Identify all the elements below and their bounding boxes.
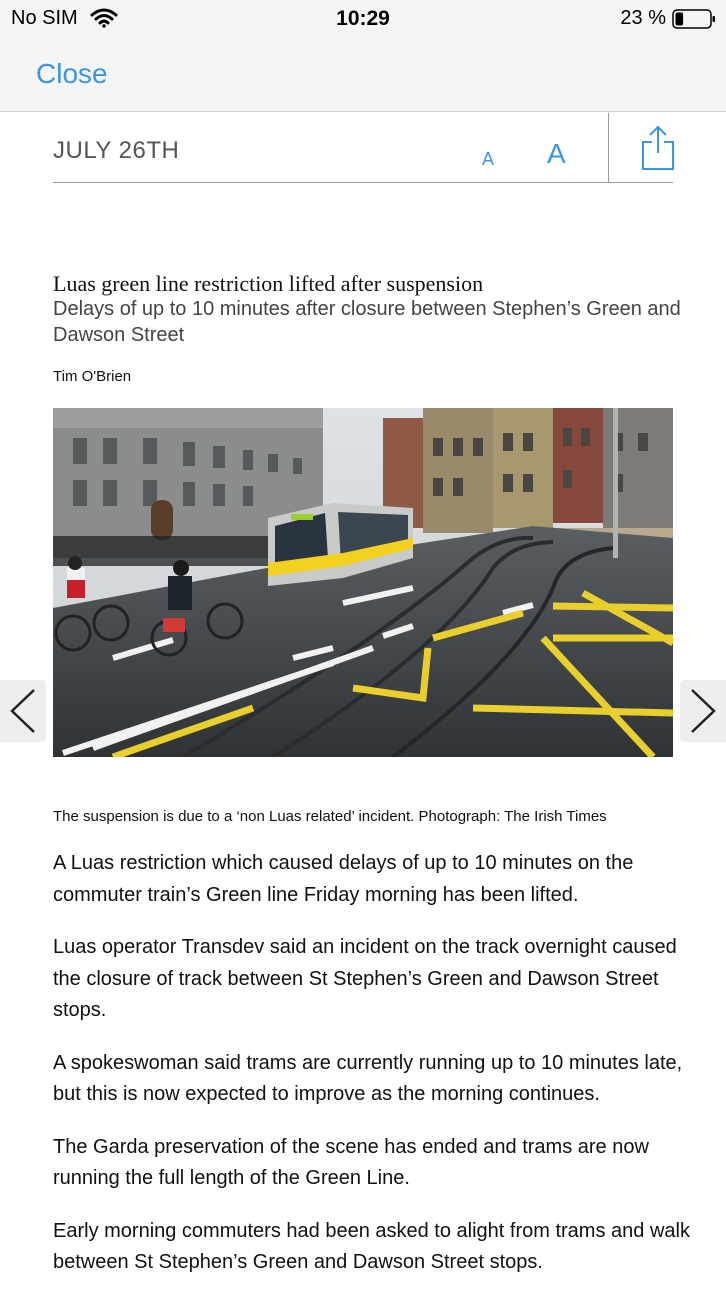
clock: 10:29 (336, 7, 390, 30)
article-paragraph: Luas operator Transdev said an incident on the track overnight caused the closure of track between St Stephen’s Green and Dawson Street stops. (53, 936, 677, 1021)
article-toolbar (53, 113, 673, 183)
article-paragraph: A spokeswoman said trams are currently running up to 10 minutes late, but this is now expected to improve as the morning continues. (53, 1051, 683, 1105)
article-headline: Luas green line restriction lifted after suspension (53, 271, 484, 296)
article-paragraph: The Garda preservation of the scene has ended and trams are now running the full length of the Green Line. (53, 1135, 649, 1189)
chevron-right-icon (680, 680, 726, 742)
toolbar-divider (608, 113, 609, 183)
article-body (53, 848, 693, 1290)
increase-font-button[interactable]: A (547, 138, 566, 169)
article-paragraph: Early morning commuters had been asked to alight from trams and walk between St Stephen’s Green and Dawson Street stops. (53, 1219, 690, 1273)
share-icon[interactable] (641, 125, 675, 171)
status-bar (0, 0, 726, 38)
previous-article-button[interactable] (0, 680, 46, 742)
battery-percent: 23 % (620, 7, 666, 29)
next-article-button[interactable] (680, 680, 726, 742)
article-byline: Tim O'Brien (53, 368, 132, 385)
decrease-font-button[interactable]: A (482, 149, 495, 169)
article-subheadline: Delays of up to 10 minutes after closure between Stephen’s Green and Dawson Street (53, 298, 681, 346)
chevron-left-icon (0, 680, 46, 742)
battery-icon (672, 9, 716, 29)
article-photo (53, 408, 673, 757)
article-paragraph: A Luas restriction which caused delays of up to 10 minutes on the commuter train’s Green line Friday morning has been lifted. (53, 852, 634, 906)
article-date: JULY 26TH (53, 137, 180, 164)
nav-bar (0, 38, 726, 112)
photo-caption: The suspension is due to a ‘non Luas related’ incident. Photograph: The Irish Times (53, 808, 607, 825)
close-button[interactable]: Close (36, 58, 108, 89)
carrier-label: No SIM (11, 7, 78, 29)
